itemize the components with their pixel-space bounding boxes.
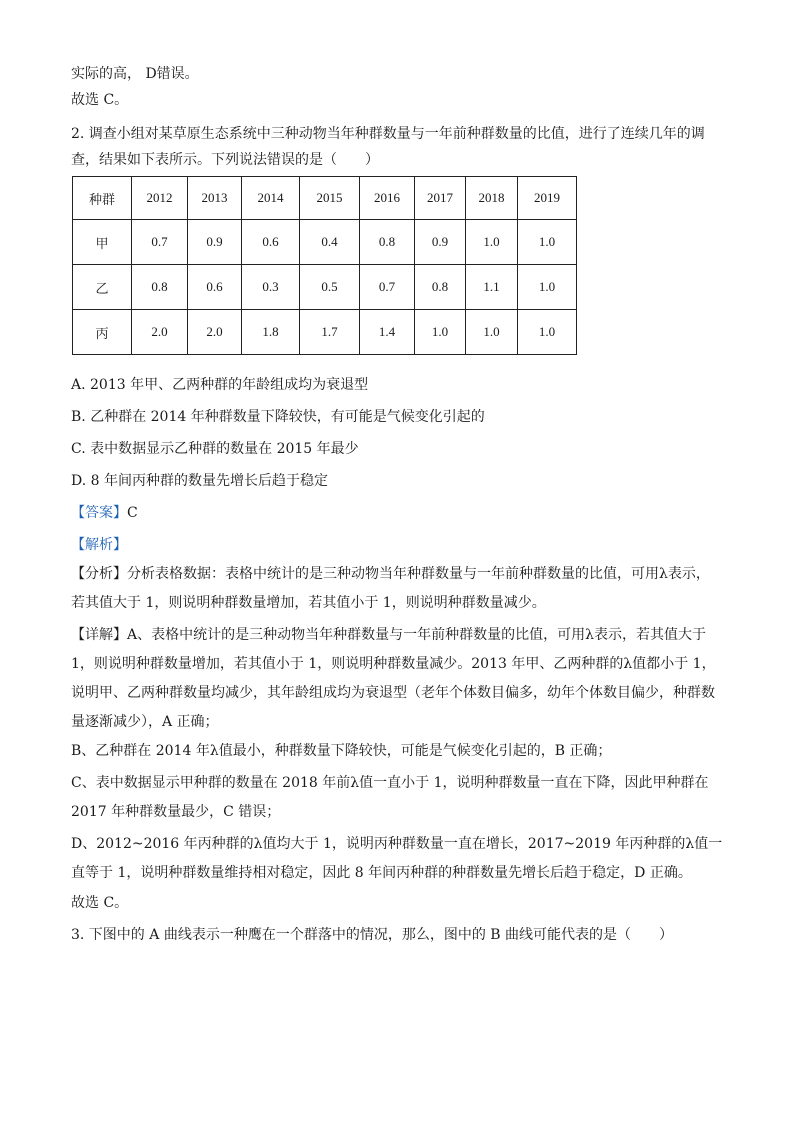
detail-c-paragraph: C、表中数据显示甲种群的数量在 2018 年前λ值一直小于 1，说明种群数量一直在下降，因此甲种群在 2017 年种群数量最少，C 错误； bbox=[71, 775, 709, 820]
option-b: B. 乙种群在 2014 年种群数量下降较快，有可能是气候变化引起的 bbox=[71, 409, 485, 425]
table-cell: 0.6 bbox=[188, 265, 242, 310]
table-cell: 1.0 bbox=[518, 220, 577, 265]
detail-a-text: A、表格中统计的是三种动物当年种群数量与一年前种群数量的比值，可用λ表示，若其值大于 1，则说明种群数量增加，若其值小于 1，则说明种群数量减少。2013 年甲、乙两种群的λ值都小于 1，说明甲、乙两种群数量均减少，其年龄组成均为衰退型（老年个体数目偏多，幼年个体数目偏少，种群数量逐渐减少），A 正确； bbox=[71, 627, 716, 730]
table-cell: 1.0 bbox=[415, 310, 466, 355]
option-c: C. 表中数据显示乙种群的数量在 2015 年最少 bbox=[71, 441, 359, 457]
table-cell: 0.8 bbox=[415, 265, 466, 310]
question-2-stem-1: 2. 调查小组对某草原生态系统中三种动物当年种群数量与一年前种群数量的比值，进行了连续几年的调 bbox=[71, 126, 705, 142]
answer-line bbox=[71, 503, 723, 523]
table-cell: 1.7 bbox=[300, 310, 360, 355]
population-ratio-table bbox=[72, 176, 577, 355]
detail-b-paragraph: B、乙种群在 2014 年λ值最小，种群数量下降较快，可能是气候变化引起的，B 正确； bbox=[71, 743, 612, 759]
table-cell: 0.8 bbox=[132, 265, 188, 310]
table-cell: 2.0 bbox=[188, 310, 242, 355]
detail-tag: 【详解】 bbox=[71, 627, 127, 643]
question-2-stem-2: 查，结果如下表所示。下列说法错误的是（ ） bbox=[71, 152, 379, 168]
fenxi-tag: 【分析】 bbox=[71, 566, 127, 582]
table-row bbox=[73, 265, 577, 310]
table-cell: 0.3 bbox=[242, 265, 300, 310]
table-cell: 甲 bbox=[73, 220, 132, 265]
fenxi-text: 分析表格数据：表格中统计的是三种动物当年种群数量与一年前种群数量的比值，可用λ表示，若其值大于 1，则说明种群数量增加，若其值小于 1，则说明种群数量减少。 bbox=[71, 566, 710, 611]
table-cell: 1.0 bbox=[518, 265, 577, 310]
option-a: A. 2013 年甲、乙两种群的年龄组成均为衰退型 bbox=[71, 377, 369, 393]
table-cell: 0.8 bbox=[360, 220, 415, 265]
table-cell: 1.4 bbox=[360, 310, 415, 355]
table-cell: 0.9 bbox=[188, 220, 242, 265]
table-header-cell: 2016 bbox=[360, 177, 415, 220]
table-cell: 1.0 bbox=[466, 310, 518, 355]
conclusion-line: 故选 C。 bbox=[71, 895, 129, 911]
intro-line-2: 故选 C。 bbox=[71, 92, 129, 108]
table-header-cell: 2012 bbox=[132, 177, 188, 220]
table-cell: 丙 bbox=[73, 310, 132, 355]
fenxi-paragraph bbox=[71, 560, 723, 618]
answer-value: C bbox=[127, 505, 138, 521]
table-cell: 0.5 bbox=[300, 265, 360, 310]
table-cell: 1.0 bbox=[466, 220, 518, 265]
table-header-cell: 2017 bbox=[415, 177, 466, 220]
table-header-cell: 2014 bbox=[242, 177, 300, 220]
question-3-stem: 3. 下图中的 A 曲线表示一种鹰在一个群落中的情况，那么，图中的 B 曲线可能代表的是（ ） bbox=[71, 927, 674, 943]
intro-line-1: 实际的高， D错误。 bbox=[71, 66, 199, 82]
table-cell: 1.1 bbox=[466, 265, 518, 310]
table-cell: 0.7 bbox=[360, 265, 415, 310]
analysis-tag bbox=[71, 535, 723, 555]
table-row bbox=[73, 220, 577, 265]
table-row bbox=[73, 310, 577, 355]
table-header-cell: 2018 bbox=[466, 177, 518, 220]
table-header-cell: 种群 bbox=[73, 177, 132, 220]
table-cell: 1.8 bbox=[242, 310, 300, 355]
table-cell: 乙 bbox=[73, 265, 132, 310]
table-header-cell: 2013 bbox=[188, 177, 242, 220]
table-cell: 1.0 bbox=[518, 310, 577, 355]
detail-d-paragraph: D、2012~2016 年丙种群的λ值均大于 1，说明丙种群数量一直在增长，2017~2019 年丙种群的λ值一直等于 1，说明种群数量维持相对稳定，因此 8 年间丙种群的种群数量先增长后趋于稳定，D 正确。 bbox=[71, 836, 723, 881]
table-cell: 0.7 bbox=[132, 220, 188, 265]
analysis-tag-label: 【解析】 bbox=[71, 537, 127, 553]
table-cell: 0.4 bbox=[300, 220, 360, 265]
table-cell: 2.0 bbox=[132, 310, 188, 355]
table-cell: 0.6 bbox=[242, 220, 300, 265]
table-header-row bbox=[73, 177, 577, 220]
option-d: D. 8 年间丙种群的数量先增长后趋于稳定 bbox=[71, 473, 328, 489]
detail-a-paragraph bbox=[71, 621, 723, 737]
table-header-cell: 2015 bbox=[300, 177, 360, 220]
document-page bbox=[71, 64, 723, 950]
answer-tag: 【答案】 bbox=[71, 505, 127, 521]
table-header-cell: 2019 bbox=[518, 177, 577, 220]
table-cell: 0.9 bbox=[415, 220, 466, 265]
